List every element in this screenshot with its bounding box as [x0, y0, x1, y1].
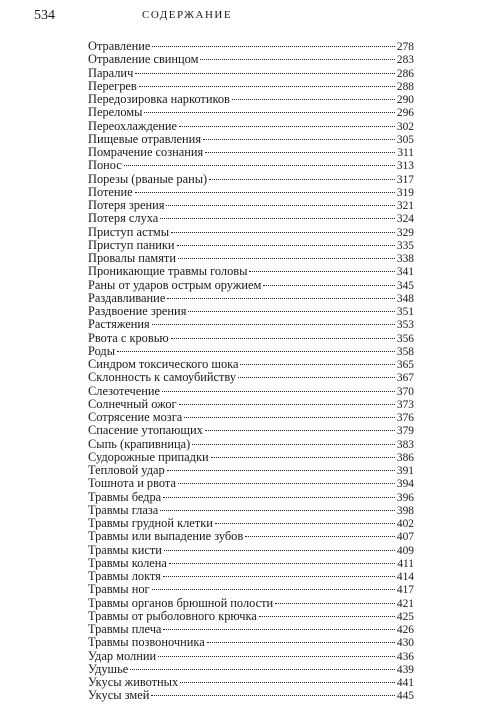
- toc-entry-page: 296: [396, 107, 414, 120]
- toc-entry-title: Рвота с кровью: [88, 330, 169, 345]
- toc-entry-page: 345: [396, 279, 414, 292]
- toc-entry: [88, 186, 414, 199]
- dot-leader: [200, 59, 394, 60]
- toc-entry-title: Отравление: [88, 39, 151, 53]
- toc-entry: [88, 517, 414, 530]
- toc-entry-page: 302: [396, 120, 414, 133]
- toc-entry-page: 439: [396, 663, 414, 676]
- toc-entry-title: Отравление свинцом: [88, 52, 199, 67]
- page-header: [34, 8, 466, 28]
- toc-entry: [88, 358, 414, 371]
- toc-entry: [88, 199, 414, 212]
- toc-entry-title: Солнечный ожог: [88, 396, 177, 411]
- dot-leader: [139, 86, 395, 87]
- toc-entry: [88, 544, 414, 557]
- toc-entry-title: Переломы: [88, 105, 143, 120]
- dot-leader: [151, 695, 395, 696]
- toc-entry-page: 341: [396, 266, 414, 279]
- toc-entry-page: 409: [396, 544, 414, 557]
- toc-entry: [88, 292, 414, 305]
- toc-entry-page: 398: [396, 504, 414, 517]
- toc-entry-title: Потеря слуха: [88, 211, 159, 226]
- toc-entry-title: Раздавливание: [88, 290, 166, 305]
- dot-leader: [163, 576, 395, 577]
- toc-entry-title: Травмы колена: [88, 555, 167, 570]
- dot-leader: [184, 417, 395, 418]
- toc-entry-page: 358: [396, 345, 414, 358]
- dot-leader: [215, 523, 395, 524]
- dot-leader: [171, 232, 395, 233]
- toc-entry: [88, 610, 414, 623]
- toc-entry-page: 394: [396, 478, 414, 491]
- toc-entry-page: 351: [396, 306, 414, 318]
- toc-entry-title: Передозировка наркотиков: [88, 92, 230, 106]
- dot-leader: [162, 391, 395, 392]
- toc-entry-page: 417: [396, 584, 414, 597]
- toc-entry-title: Спасение утопающих: [88, 423, 203, 438]
- toc-entry-page: 353: [396, 319, 414, 332]
- dot-leader: [171, 338, 395, 339]
- dot-leader: [178, 258, 395, 259]
- toc-entry-page: 319: [396, 186, 414, 199]
- toc-entry-title: Растяжения: [88, 317, 150, 332]
- toc-entry-title: Раздвоение зрения: [88, 304, 187, 318]
- toc-entry-page: 290: [396, 94, 414, 106]
- dot-leader: [169, 563, 395, 564]
- toc-entry-page: 283: [396, 54, 414, 67]
- toc-entry: [88, 530, 414, 543]
- toc-entry-page: 396: [396, 491, 414, 504]
- dot-leader: [209, 179, 395, 180]
- toc-entry-title: Переохлаждение: [88, 118, 178, 133]
- toc-entry: [88, 623, 414, 636]
- toc-entry: [88, 438, 414, 451]
- page-number: 534: [34, 8, 55, 23]
- dot-leader: [259, 616, 395, 617]
- toc-entry: [88, 451, 414, 464]
- toc-entry-title: Потение: [88, 184, 133, 199]
- toc-entry-title: Травмы грудной клетки: [88, 516, 213, 530]
- toc-entry-page: 376: [396, 412, 414, 424]
- toc-entry: [88, 173, 414, 186]
- dot-leader: [144, 112, 394, 113]
- toc-entry-title: Провалы памяти: [88, 251, 176, 265]
- dot-leader: [188, 311, 395, 312]
- dot-leader: [238, 377, 395, 378]
- toc-entry: [88, 371, 414, 384]
- toc-entry-title: Травмы локтя: [88, 569, 161, 583]
- toc-entry: [88, 279, 414, 292]
- dot-leader: [163, 497, 395, 498]
- toc-entry-title: Судорожные припадки: [88, 449, 209, 464]
- toc-entry-title: Слезотечение: [88, 383, 161, 398]
- toc-entry-page: 311: [397, 147, 414, 159]
- toc-entry: [88, 583, 414, 596]
- toc-entry: [88, 239, 414, 252]
- dot-leader: [245, 536, 395, 537]
- toc-entry-page: 335: [396, 239, 414, 252]
- dot-leader: [275, 603, 395, 604]
- dot-leader: [166, 205, 394, 206]
- dot-leader: [177, 245, 395, 246]
- toc-entry: [88, 67, 414, 80]
- toc-entry-page: 348: [396, 292, 414, 305]
- toc-entry-page: 386: [396, 451, 414, 464]
- dot-leader: [163, 629, 394, 630]
- toc-entry: [88, 689, 414, 702]
- running-title: СОДЕРЖАНИЕ: [142, 9, 233, 21]
- dot-leader: [207, 642, 395, 643]
- toc-entry: [88, 424, 414, 437]
- dot-leader: [135, 73, 395, 74]
- dot-leader: [160, 218, 395, 219]
- toc-entry: [88, 676, 414, 689]
- toc-entry: [88, 636, 414, 649]
- toc-entry: [88, 557, 414, 570]
- toc-entry: [88, 597, 414, 610]
- toc-entry-title: Травмы ног: [88, 582, 150, 597]
- dot-leader: [263, 285, 395, 286]
- dot-leader: [167, 470, 395, 471]
- toc-entry-title: Травмы бедра: [88, 489, 162, 504]
- toc-entry-title: Удушье: [88, 661, 129, 676]
- dot-leader: [178, 483, 395, 484]
- toc-entry-title: Синдром токсического шока: [88, 357, 239, 371]
- toc-entry-title: Травмы или выпадение зубов: [88, 529, 244, 544]
- dot-leader: [232, 99, 395, 100]
- toc-entry-title: Сыпь (крапивница): [88, 436, 191, 451]
- toc-entry: [88, 53, 414, 66]
- toc-entry: [88, 332, 414, 345]
- dot-leader: [135, 192, 395, 193]
- toc-entry: [88, 663, 414, 676]
- toc-entry-title: Роды: [88, 343, 116, 358]
- toc-entry-page: 445: [396, 690, 414, 703]
- toc-entry: [88, 146, 414, 159]
- toc-entry-title: Травмы от рыболовного крючка: [88, 608, 257, 623]
- toc-entry-page: 313: [396, 160, 414, 173]
- toc-entry: [88, 133, 414, 146]
- dot-leader: [192, 444, 395, 445]
- toc-entry: [88, 398, 414, 411]
- toc-entry-title: Травмы плеча: [88, 622, 162, 636]
- toc-entry: [88, 411, 414, 424]
- toc-entry: [88, 491, 414, 504]
- toc-entry-page: 365: [396, 359, 414, 371]
- toc-entry-page: 425: [396, 610, 414, 623]
- toc-entry: [88, 252, 414, 265]
- toc-entry-page: 421: [396, 597, 414, 610]
- toc-entry-title: Приступ астмы: [88, 224, 170, 239]
- toc-entry: [88, 650, 414, 663]
- toc-entry-title: Тошнота и рвота: [88, 476, 176, 491]
- dot-leader: [249, 271, 394, 272]
- toc-entry-page: 278: [396, 41, 414, 53]
- toc-entry-page: 367: [396, 372, 414, 385]
- toc-entry-page: 370: [396, 385, 414, 398]
- toc-entry-title: Склонность к самоубийству: [88, 370, 237, 385]
- toc-entry: [88, 345, 414, 358]
- toc-entry-page: 441: [396, 677, 414, 689]
- table-of-contents: [88, 40, 414, 703]
- toc-entry: [88, 464, 414, 477]
- toc-entry-page: 286: [396, 67, 414, 80]
- toc-entry: [88, 80, 414, 93]
- toc-entry-title: Понос: [88, 158, 122, 173]
- dot-leader: [180, 682, 395, 683]
- toc-entry: [88, 212, 414, 225]
- toc-entry-title: Потеря зрения: [88, 198, 165, 212]
- toc-entry-page: 379: [396, 425, 414, 438]
- dot-leader: [205, 152, 395, 153]
- dot-leader: [179, 404, 395, 405]
- toc-entry-title: Раны от ударов острым оружием: [88, 277, 262, 292]
- toc-entry-title: Паралич: [88, 65, 134, 80]
- dot-leader: [158, 656, 395, 657]
- toc-entry: [88, 226, 414, 239]
- toc-entry: [88, 159, 414, 172]
- toc-entry-page: 383: [396, 438, 414, 451]
- dot-leader: [240, 364, 394, 365]
- dot-leader: [130, 669, 395, 670]
- dot-leader: [203, 139, 395, 140]
- toc-entry: [88, 305, 414, 318]
- dot-leader: [152, 46, 395, 47]
- toc-entry-title: Сотрясение мозга: [88, 410, 183, 424]
- toc-entry-title: Перегрев: [88, 78, 137, 93]
- toc-entry-title: Травмы органов брюшной полости: [88, 595, 274, 610]
- dot-leader: [205, 430, 395, 431]
- toc-entry-title: Травмы позвоночника: [88, 635, 205, 650]
- toc-entry: [88, 93, 414, 106]
- toc-entry-page: 324: [396, 213, 414, 226]
- toc-entry: [88, 570, 414, 583]
- toc-entry-page: 317: [396, 173, 414, 186]
- toc-entry-title: Проникающие травмы головы: [88, 264, 248, 279]
- toc-entry-title: Пищевые отравления: [88, 131, 202, 146]
- dot-leader: [124, 165, 395, 166]
- dot-leader: [211, 457, 395, 458]
- dot-leader: [152, 589, 395, 590]
- toc-entry: [88, 385, 414, 398]
- toc-entry-page: 373: [396, 398, 414, 411]
- toc-entry-title: Тепловой удар: [88, 463, 165, 477]
- dot-leader: [164, 550, 395, 551]
- toc-entry-page: 407: [396, 531, 414, 544]
- dot-leader: [117, 351, 395, 352]
- toc-entry-title: Травмы кисти: [88, 542, 162, 557]
- toc-entry-page: 426: [396, 624, 414, 636]
- toc-entry-title: Травмы глаза: [88, 502, 159, 517]
- dot-leader: [152, 324, 395, 325]
- dot-leader: [167, 298, 395, 299]
- toc-entry-title: Удар молнии: [88, 648, 157, 663]
- toc-entry-title: Приступ паники: [88, 237, 175, 252]
- toc-entry-page: 338: [396, 253, 414, 265]
- toc-entry: [88, 40, 414, 53]
- toc-entry-page: 402: [396, 518, 414, 530]
- toc-entry-title: Укусы змей: [88, 688, 150, 703]
- toc-entry-page: 391: [396, 465, 414, 477]
- toc-entry-title: Помрачение сознания: [88, 145, 204, 159]
- toc-entry-page: 305: [396, 133, 414, 146]
- toc-entry: [88, 120, 414, 133]
- toc-entry-title: Порезы (рваные раны): [88, 171, 208, 186]
- dot-leader: [160, 510, 395, 511]
- toc-entry-page: 430: [396, 637, 414, 650]
- toc-entry-page: 411: [397, 557, 414, 570]
- toc-entry: [88, 265, 414, 278]
- toc-entry-page: 288: [396, 80, 414, 93]
- toc-entry-page: 321: [396, 200, 414, 212]
- toc-entry: [88, 504, 414, 517]
- toc-entry-page: 436: [396, 650, 414, 663]
- toc-entry-title: Укусы животных: [88, 675, 179, 689]
- toc-entry-page: 329: [396, 226, 414, 239]
- toc-entry-page: 356: [396, 332, 414, 345]
- toc-entry: [88, 318, 414, 331]
- toc-entry: [88, 106, 414, 119]
- dot-leader: [179, 126, 395, 127]
- toc-entry: [88, 477, 414, 490]
- toc-entry-page: 414: [396, 571, 414, 583]
